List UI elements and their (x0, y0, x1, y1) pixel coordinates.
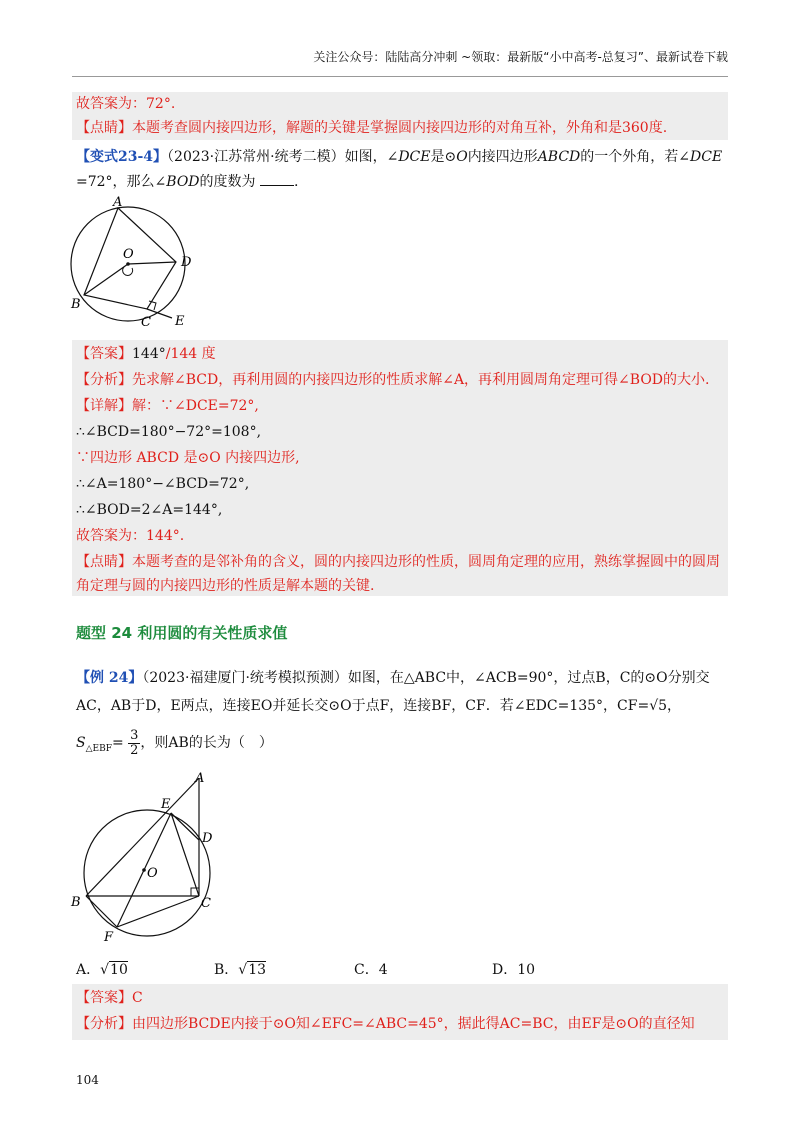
step-2: ∵四边形 ABCD 是⊙O 内接四边形, (76, 450, 300, 466)
fig2-label-f: F (104, 930, 114, 945)
figure-triangle-abc (68, 770, 228, 948)
step-3: ∴∠A=180°−∠BCD=72°, (76, 476, 250, 492)
answer-text: 144° (132, 346, 166, 362)
detail-line (76, 396, 259, 416)
dianjing-text: 本题考查圆内接四边形，解题的关键是掌握圆内接四边形的对角互补，外角和是360度. (132, 120, 668, 136)
dianjing-tag: 【点睛】 (76, 120, 132, 136)
variant-text-g: 的一个外角，若∠ (580, 149, 691, 165)
detail-text: 解：∵∠DCE=72°, (132, 398, 259, 414)
section-title: 题型 24 利用圆的有关性质求值 (76, 624, 288, 642)
dianjing-line-1 (76, 552, 720, 572)
answer-tag: 【答案】 (76, 346, 132, 362)
figure-circle-abcd (68, 196, 208, 336)
example-line3 (76, 726, 273, 766)
variant-text-j: BOD (166, 174, 200, 190)
example-line2: AC，AB于D，E两点，连接EO并延长交⊙O于点F，连接BF，CF．若∠EDC=135°，CF=√5， (76, 698, 682, 714)
dianjing-text-1: 本题考查的是邻补角的含义，圆的内接四边形的性质，圆周角定理的应用，熟练掌握圆中的圆周 (132, 554, 720, 570)
page-number: 104 (76, 1073, 99, 1087)
variant-text-i: =72°，那么∠ (76, 174, 167, 190)
option-c: C．4 (354, 962, 388, 978)
option-a-value: 10 (110, 962, 128, 978)
answer2-text: C (132, 990, 143, 1006)
example-line1 (76, 668, 710, 688)
analysis-line (76, 370, 709, 390)
fig2-label-a: A (195, 771, 205, 786)
step-1: ∴∠BCD=180°−72°=108°, (76, 424, 262, 440)
analysis2-line (76, 1014, 695, 1034)
fig1-label-a: A (113, 196, 123, 210)
prev-answer-line: 故答案为：72°. (76, 96, 176, 112)
variant-text-e: 内接四边形 (467, 149, 538, 165)
equals-sign: = (111, 735, 124, 751)
answer-extra: /144 度 (165, 346, 216, 362)
analysis-text: 先求解∠BCD，再利用圆的内接四边形的性质求解∠A，再利用圆周角定理可得∠BOD的大小. (132, 372, 710, 388)
analysis2-text: 由四边形BCDE内接于⊙O知∠EFC=∠ABC=45°，据此得AC=BC，由EF是⊙O的直径知 (132, 1016, 695, 1032)
variant-text-d: O (456, 149, 468, 165)
variant-question-line1 (76, 147, 722, 167)
area-subscript: △EBF (85, 743, 112, 754)
variant-question-line2 (76, 171, 298, 192)
answer-blank (260, 171, 294, 186)
header-divider (72, 76, 728, 77)
example-tail: ，则AB的长为（ ） (140, 735, 273, 751)
dianjing-line-2: 角定理与圆的内接四边形的性质是解本题的关键. (76, 578, 375, 594)
fig2-label-e: E (161, 797, 171, 812)
fig2-label-c: C (201, 896, 211, 911)
answer2-line (76, 988, 143, 1008)
analysis-tag: 【分析】 (76, 372, 132, 388)
fraction (128, 729, 140, 758)
dianjing-tag-2: 【点睛】 (76, 554, 132, 570)
variant-text-a: （2023·江苏常州·统考二模）如图，∠ (167, 149, 399, 165)
variant-text-c: 是⊙ (430, 149, 457, 165)
fig1-label-b: B (71, 297, 81, 312)
fig2-label-o: O (147, 866, 158, 881)
variant-text-h: DCE (690, 149, 723, 165)
fig2-label-b: B (71, 895, 81, 910)
option-a-label: A． (76, 962, 101, 978)
area-symbol: S (76, 735, 86, 751)
option-b-label: B． (214, 962, 239, 978)
example-tag: 【例 24】 (76, 670, 143, 686)
option-d: D．10 (492, 962, 536, 978)
option-a: A．√10 (76, 962, 128, 978)
answer2-tag: 【答案】 (76, 990, 132, 1006)
option-b: B．√13 (214, 962, 267, 978)
fig1-label-c: C (141, 315, 151, 330)
example-text-1: （2023·福建厦门·统考模拟预测）如图，在△ABC中，∠ACB=90°，过点B，C的⊙O分别交 (142, 670, 710, 686)
detail-tag: 【详解】 (76, 398, 132, 414)
step-5: 故答案为：144°. (76, 528, 185, 544)
variant-tag: 【变式23-4】 (76, 149, 168, 165)
fig1-label-d: D (181, 255, 192, 270)
page-header: 关注公众号：陆陆高分冲刺 ~领取：最新版“小中高考-总复习”、最新试卷下载 (313, 50, 728, 64)
analysis2-tag: 【分析】 (76, 1016, 132, 1032)
variant-text-b: DCE (398, 149, 431, 165)
answer-line (76, 344, 216, 364)
prev-dianjing-line (76, 118, 667, 138)
fig2-label-d: D (202, 831, 213, 846)
option-b-value: 13 (248, 962, 267, 978)
variant-text-f: ABCD (537, 149, 581, 165)
fraction-denominator: 2 (130, 742, 139, 758)
fig1-label-e: E (175, 314, 185, 329)
variant-text-l: . (293, 174, 299, 190)
step-4: ∴∠BOD=2∠A=144°, (76, 502, 223, 518)
fraction-numerator: 3 (130, 727, 139, 743)
fig1-label-o: O (123, 247, 134, 262)
variant-text-k: 的度数为 (199, 174, 256, 190)
